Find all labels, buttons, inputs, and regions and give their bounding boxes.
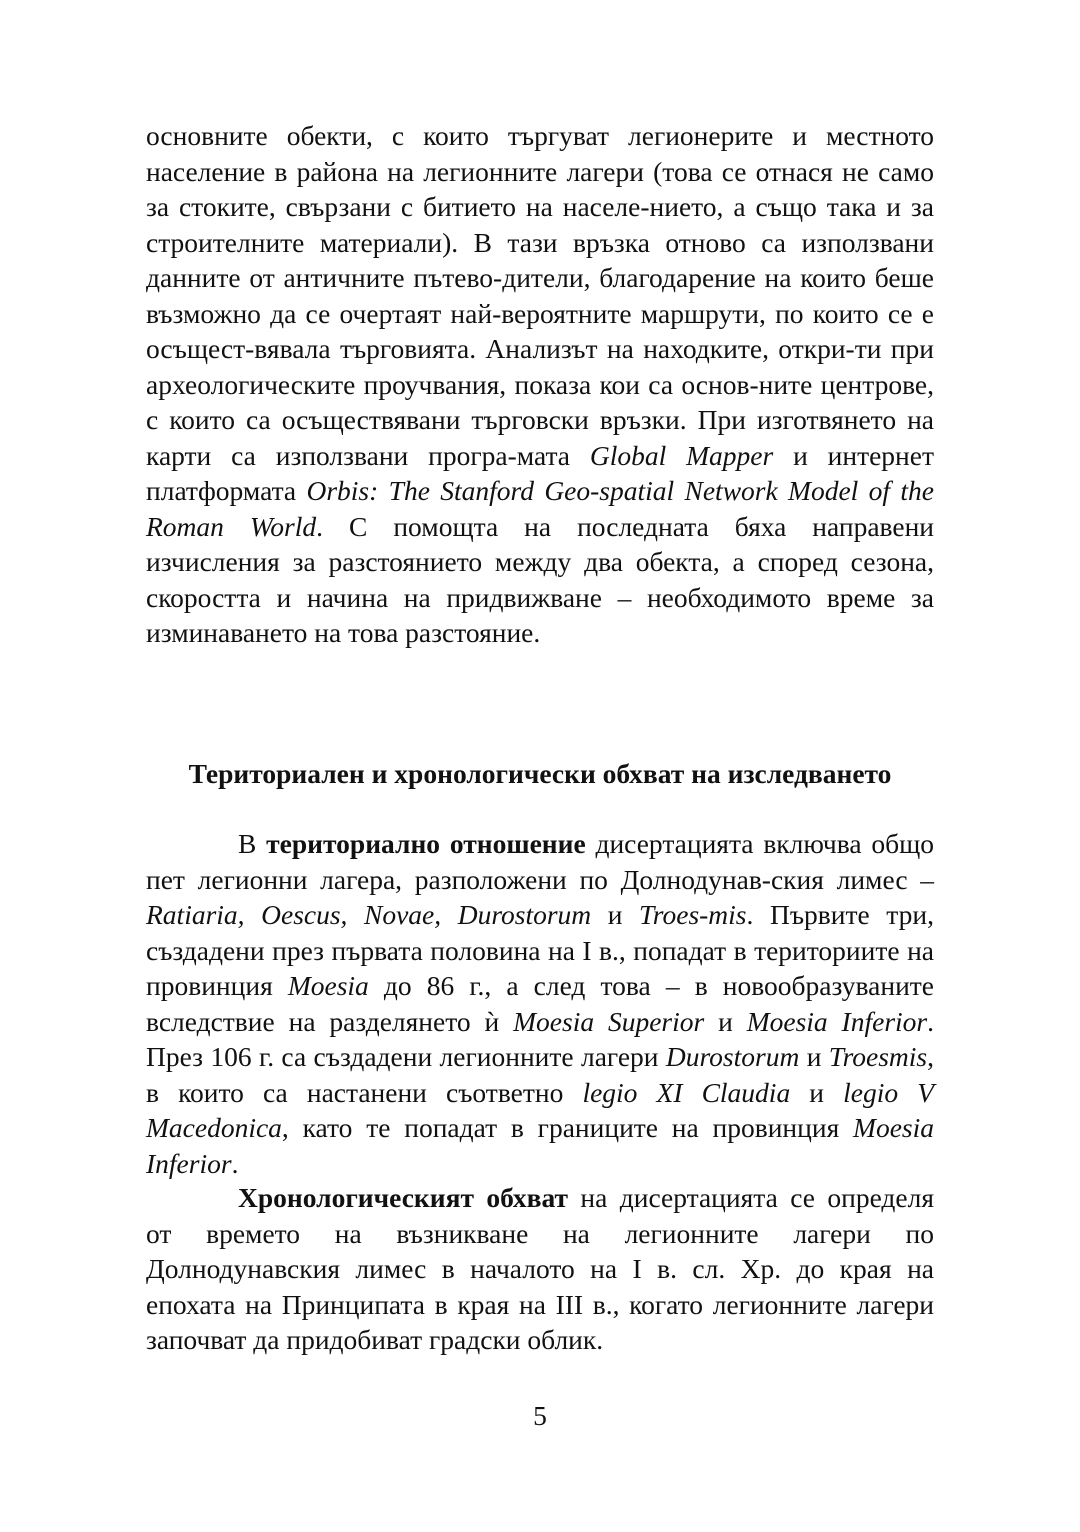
- paragraph-text: .: [231, 1147, 239, 1179]
- bold-term: Хронологическият обхват: [238, 1182, 568, 1213]
- paragraph-text: и: [799, 1041, 829, 1072]
- italic-term: Global Mapper: [589, 439, 774, 471]
- paragraph-text: и: [591, 899, 640, 930]
- italic-term: legio V Macedonica: [146, 1076, 934, 1143]
- bold-term: териториално отношение: [266, 828, 586, 859]
- paragraph-text: до 86 г., а след това – в новообразуваните вследствие на разделянето ѝ: [146, 970, 935, 1037]
- paragraph-text: и интернет платформата: [146, 439, 934, 506]
- italic-term: Orbis: The Stanford Geo-spatial Network Model of the Roman World: [146, 475, 934, 542]
- paragraph-text: основните обекти, с които търгуват легионерите и местното население в района на легионните лагери (това се отнася не само за стоките, свързани с битието на населе-нието, а също така и за строителните материали). В тази връзка отново са използвани данните от античните пътево-дители, благодарение на които беше възможно да се очертаят най-вероятните маршрути, по които се е осъщест-вявала търговията. Анализът на находките, откри-ти при археологическите проучвания, показа кои са основ-ните центрове, с които са осъществявани търговски връзки. При изготвянето на карти са използвани програ-мата: [146, 120, 934, 471]
- paragraph-text: , като те попадат в границите на провинция: [281, 1112, 854, 1143]
- paragraph-text: . Първите три, създадени през първата половина на I в., попадат в териториите на провинция: [146, 899, 934, 1001]
- italic-term: Troes-mis: [639, 899, 747, 930]
- paragraph-text: В: [238, 828, 267, 859]
- paragraph-text: и: [704, 1005, 747, 1037]
- page-number: 5: [533, 1400, 547, 1431]
- paragraph-text: на дисертацията се определя от времето на възникване на легионните лагери по Долнодунавския лимес в началото на I в. сл. Хр. до края на епохата на Принципата в края на III в., когато легионните лагери започват да придобиват градски облик.: [146, 1182, 934, 1355]
- italic-term: Troesmis: [828, 1041, 928, 1072]
- section-heading: Териториален и хронологически обхват на изследването: [188, 758, 892, 789]
- italic-term: Moesia Inferior: [146, 1112, 934, 1179]
- paragraph-text: дисертацията включва общо пет легионни лагера, разположени по Долнодунав-ския лимес –: [146, 828, 935, 895]
- italic-term: Ratiaria, Oescus, Novae, Durostorum: [146, 899, 592, 930]
- italic-term: Moesia Inferior: [746, 1005, 928, 1037]
- paragraph-territorial-scope: [146, 826, 934, 1181]
- paragraph-text: и: [790, 1076, 844, 1108]
- paragraph-chronological-scope: [146, 1180, 934, 1358]
- italic-term: Durostorum: [665, 1041, 800, 1072]
- italic-term: Moesia Superior: [513, 1005, 705, 1037]
- paragraph-methods: [146, 118, 934, 651]
- italic-term: Moesia: [287, 970, 369, 1001]
- italic-term: legio XI Claudia: [582, 1076, 791, 1108]
- paragraph-text: . През 106 г. са създадени легионните лагери: [146, 1005, 934, 1072]
- paragraph-text: , в които са настанени съответно: [146, 1041, 934, 1108]
- paragraph-text: . С помощта на последната бяха направени изчисления за разстоянието между два обекта, а според сезона, скоростта и начина на придвижване – необходимото време за изминаването на това разстояние.: [146, 510, 935, 648]
